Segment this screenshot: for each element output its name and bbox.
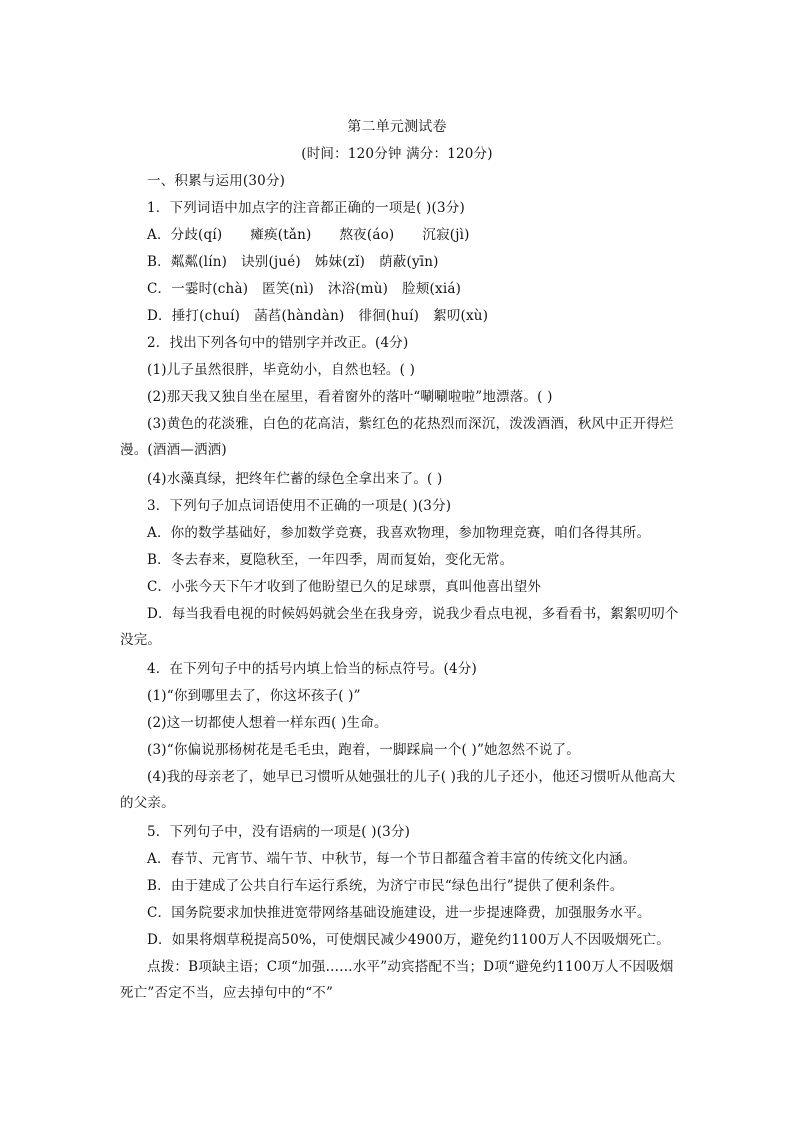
option-word: 瘫痪(tǎn) — [250, 227, 312, 243]
question-4-item-2: (2)这一切都使人想着一样东西( )生命。 — [147, 715, 388, 731]
option-word: C．一霎时(chà) — [147, 281, 249, 297]
page-title: 第二单元测试卷 — [347, 119, 447, 135]
option-word: D．捶打(chuí) — [147, 308, 241, 324]
answer-hint: 点拨：B项缺主语；C项“加强……水平”动宾搭配不当；D项“避免约1100万人不因吸烟死亡”否定不当，应去掉句中的“不” — [120, 959, 674, 1001]
option-word: B．粼粼(lín) — [147, 254, 228, 270]
option-word: 沐浴(mù) — [327, 281, 389, 297]
question-5-option-b: B．由于建成了公共自行车运行系统，为济宁市民“绿色出行”提供了便利条件。 — [147, 878, 624, 894]
question-3-option-b: B．冬去春来，夏隐秋至，一年四季，周而复始，变化无常。 — [147, 552, 514, 568]
option-word: 脸颊(xiá) — [402, 281, 462, 297]
option-word: A．分歧(qí) — [147, 227, 223, 243]
section-heading: 一、积累与运用(30分) — [147, 173, 286, 189]
question-4-item-4: (4)我的母亲老了，她早已习惯听从她强壮的儿子( )我的儿子还小，他还习惯听从他高大的父亲。 — [120, 769, 676, 811]
question-1-stem: 1．下列词语中加点字的注音都正确的一项是( )(3分) — [147, 200, 465, 216]
question-3-option-d: D．每当我看电视的时候妈妈就会坐在我身旁，说我少看点电视，多看看书，絮絮叨叨个没完。 — [120, 606, 679, 648]
question-2-item-2: (2)那天我又独自坐在屋里，看着窗外的落叶“唰唰啦啦”地漂落。( ) — [147, 389, 553, 405]
exam-info: (时间：120分钟 满分：120分) — [301, 146, 493, 162]
question-2-item-4: (4)水藻真绿，把终年伫蓄的绿色全拿出来了。( ) — [147, 471, 443, 487]
question-2-item-1: (1)儿子虽然很胖，毕竟幼小，自然也轻。( ) — [147, 362, 416, 378]
option-word: 徘徊(huí) — [358, 308, 420, 324]
question-1-option-d — [147, 307, 707, 325]
question-1-option-b — [147, 253, 707, 271]
question-2-stem: 2．找出下列各句中的错别字并改正。(4分) — [147, 335, 409, 351]
option-word: 沉寂(jì) — [422, 227, 470, 243]
option-word: 菡萏(hàndàn) — [254, 308, 345, 324]
question-3-option-a: A．你的数学基础好，参加数学竞赛，我喜欢物理，参加物理竞赛，咱们各得其所。 — [147, 525, 651, 541]
option-word: 匿笑(nì) — [262, 281, 314, 297]
question-2-item-3: (3)黄色的花淡雅，白色的花高洁，紫红色的花热烈而深沉，泼泼酒酒，秋风中正开得烂漫。(酒酒—洒洒) — [120, 416, 674, 458]
option-word: 荫蔽(yīn) — [379, 254, 439, 270]
option-word: 絮叨(xù) — [433, 308, 489, 324]
question-1-option-c — [147, 280, 707, 298]
question-4-item-3: (3)“你偏说那杨树花是毛毛虫，跑着，一脚踩扁一个( )”她忽然不说了。 — [147, 742, 580, 758]
option-word: 熬夜(áo) — [339, 227, 395, 243]
question-4-stem: 4．在下列句子中的括号内填上恰当的标点符号。(4分) — [147, 661, 477, 677]
option-word: 诀别(jué) — [241, 254, 301, 270]
question-5-option-a: A．春节、元宵节、端午节、中秋节，每一个节日都蕴含着丰富的传统文化内涵。 — [147, 851, 637, 867]
question-3-option-c: C．小张今天下午才收到了他盼望已久的足球票，真叫他喜出望外 — [147, 579, 542, 595]
question-5-option-c: C．国务院要求加快推进宽带网络基础设施建设，进一步提速降费，加强服务水平。 — [147, 905, 651, 921]
question-1-option-a — [147, 226, 707, 244]
question-5-option-d: D．如果将烟草税提高50%，可使烟民减少4900万，避免约1100万人不因吸烟死亡。 — [147, 932, 670, 948]
question-5-stem: 5．下列句子中，没有语病的一项是( )(3分) — [147, 824, 411, 840]
question-4-item-1: (1)“你到哪里去了，你这坏孩子( )” — [147, 688, 361, 704]
question-3-stem: 3．下列句子加点词语使用不正确的一项是( )(3分) — [147, 498, 452, 514]
option-word: 姊妹(zǐ) — [314, 254, 366, 270]
